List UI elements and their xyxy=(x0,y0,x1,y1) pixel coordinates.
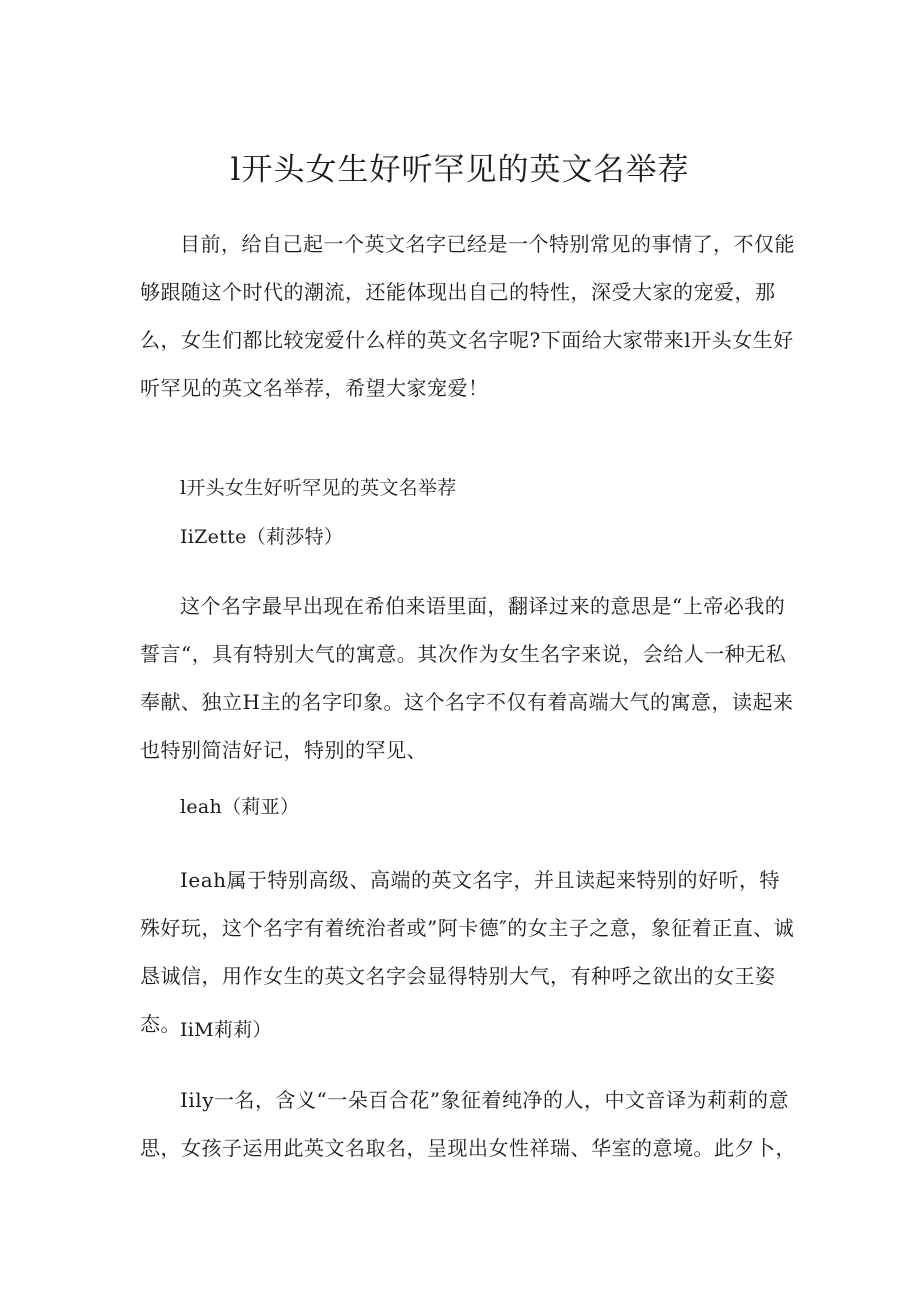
name-heading-lily: IiM莉莉） xyxy=(180,1019,272,1041)
document-title: l开头女生好听罕见的英文名举荐 xyxy=(230,152,690,188)
name-description-leah: Ieah属于特别高级、高端的英文名字，并且读起来特别的好听，特殊好玩，这个名字有着统治者或”阿卡德″的女主子之意，象征着正直、诚恳诚信，用作女生的英文名字会显得特别大气，有种呼之欲出的女王姿态。 xyxy=(140,868,795,1036)
name-description-lizette: 这个名字最早出现在希伯来语里面，翻译过来的意思是“上帝必我的誓言“，具有特别大气的寓意。其次作为女生名字来说，会给人一种无私奉献、独立H主的名字印象。这个名字不仅有着高端大气的寓意，读起来也特别简洁好记，特别的罕见、 xyxy=(140,594,794,762)
name-heading-lizette: IiZette（莉莎特） xyxy=(180,526,344,548)
name-description-lily: Iily一名，含义“一朵百合花”象征着纯净的人，中文音译为莉莉的意思，女孩子运用此英文名取名，呈现出女性祥瑞、华室的意境。此夕卜， xyxy=(140,1088,796,1160)
section-heading: l开头女生好听罕见的英文名举荐 xyxy=(180,477,457,499)
name-heading-leah: leah（莉亚） xyxy=(180,796,300,818)
intro-paragraph: 目前，给自己起一个英文名字已经是一个特别常见的事情了，不仅能够跟随这个时代的潮流，还能体现出自己的特性，深受大家的宠爱，那么，女生们都比较宠爱什么样的英文名字呢?下面给大家带来l开头女生好听罕见的英文名举荐，希望大家宠爱！ xyxy=(140,232,795,400)
